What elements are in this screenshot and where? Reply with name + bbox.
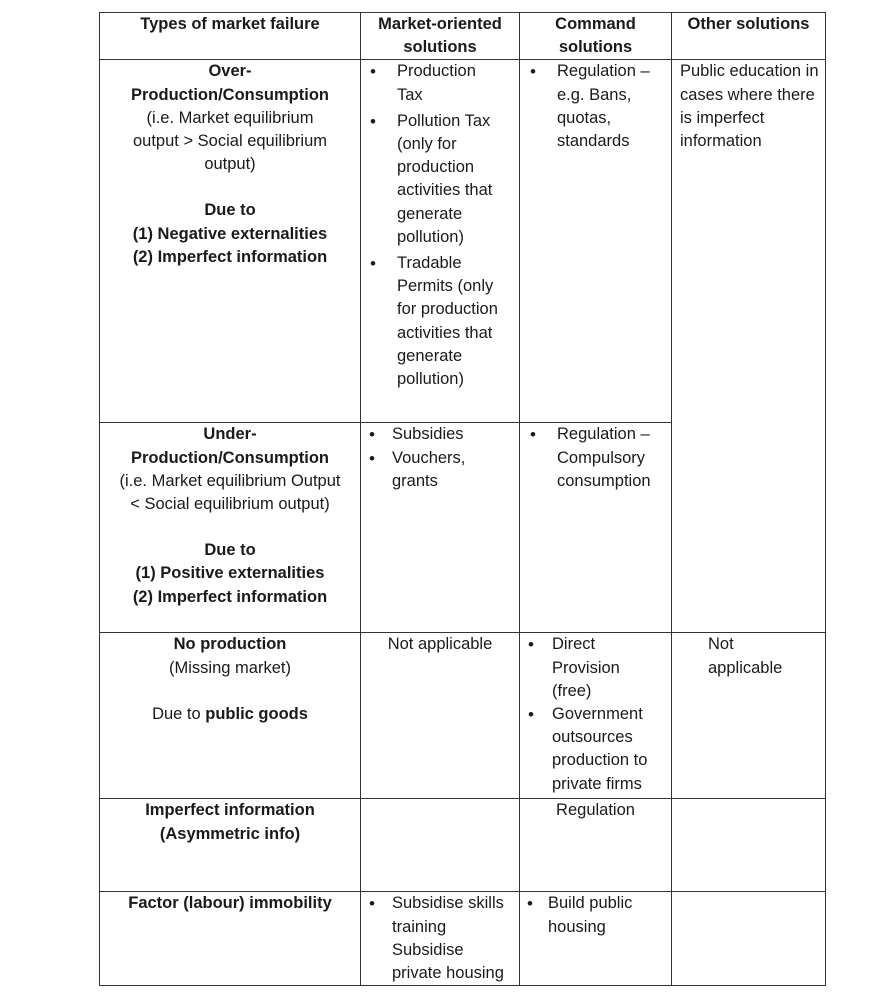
list-item: • Vouchers, grants [361, 447, 509, 493]
row-desc-line: (i.e. Market equilibrium [146, 108, 314, 127]
row-title-line: Imperfect information [145, 801, 315, 820]
market-solutions-imperfect [361, 799, 520, 892]
table-row-over-production [100, 60, 826, 423]
market-solutions-over [361, 60, 520, 423]
failure-type-none [100, 633, 361, 799]
list-item: • Regulation – e.g. Bans, quotas, standards [520, 60, 663, 153]
command-solutions-none [520, 633, 672, 799]
row-title: Factor (labour) immobility [128, 894, 332, 913]
list-item: • Subsidies [361, 423, 509, 446]
other-solution-text: Public education in cases where there is imperfect information [680, 62, 819, 151]
list-item: • Government outsources production to private firms [520, 703, 663, 796]
market-solutions-none [361, 633, 520, 799]
other-solutions-imperfect [672, 799, 826, 892]
command-solutions-over [520, 60, 672, 423]
list-item: • Build public housing [520, 892, 663, 938]
row-title-line: Under- [203, 425, 257, 444]
header-row [100, 13, 826, 60]
reason-line: (1) Negative externalities [132, 224, 328, 243]
command-solutions-immobility [520, 892, 672, 986]
command-solutions-under [520, 423, 672, 633]
row-title-line: Over- [208, 62, 252, 81]
other-solutions-none [672, 633, 826, 799]
regulation-text: Regulation [556, 801, 635, 820]
row-desc-line: (i.e. Market equilibrium Output [119, 471, 341, 490]
row-subtitle: (Missing market) [169, 658, 291, 677]
table-row-imperfect-info [100, 799, 826, 892]
failure-type-over [100, 60, 361, 423]
row-title-line: Production/Consumption [131, 448, 329, 467]
due-to-label: Due to [204, 201, 256, 220]
header-market-oriented: Market-oriented solutions [361, 13, 520, 60]
reason-line: (2) Imperfect information [132, 587, 328, 606]
row-title: No production [173, 635, 287, 654]
row-desc-line: output) [204, 155, 256, 174]
row-title-line: Production/Consumption [131, 85, 329, 104]
list-item: • Regulation – Compulsory consumption [520, 423, 663, 493]
reason-line: (1) Positive externalities [135, 564, 325, 583]
reason-line: (2) Imperfect information [132, 247, 328, 266]
other-solutions-over-under [672, 60, 826, 633]
failure-type-under [100, 423, 361, 633]
list-item-no-bullet: Subsidise private housing [392, 940, 504, 983]
due-to-line: Due to public goods [152, 704, 308, 723]
row-desc-line: output > Social equilibrium [133, 132, 327, 151]
not-applicable-text: Not applicable [708, 635, 783, 677]
list-item: • Direct Provision (free) [520, 633, 663, 703]
due-to-label: Due to [204, 541, 256, 560]
failure-type-immobility [100, 892, 361, 986]
not-applicable-text: Not applicable [387, 635, 493, 654]
header-command: Command solutions [520, 13, 672, 60]
market-failure-table [99, 12, 826, 986]
header-types: Types of market failure [100, 13, 361, 60]
command-solutions-imperfect [520, 799, 672, 892]
other-solutions-immobility [672, 892, 826, 986]
table-row-factor-immobility [100, 892, 826, 986]
table-row-no-production [100, 633, 826, 799]
row-desc-line: < Social equilibrium output) [130, 495, 330, 514]
row-title-line: (Asymmetric info) [159, 824, 301, 843]
market-solutions-immobility [361, 892, 520, 986]
list-item: • Subsidise skills training [361, 892, 515, 938]
list-item: • Production Tax [361, 60, 509, 106]
failure-type-imperfect [100, 799, 361, 892]
list-item: • Pollution Tax (only for production activities that generate pollution) [361, 110, 509, 249]
market-solutions-under [361, 423, 520, 633]
list-item: • Tradable Permits (only for production activities that generate pollution) [361, 252, 509, 391]
header-other: Other solutions [672, 13, 826, 60]
